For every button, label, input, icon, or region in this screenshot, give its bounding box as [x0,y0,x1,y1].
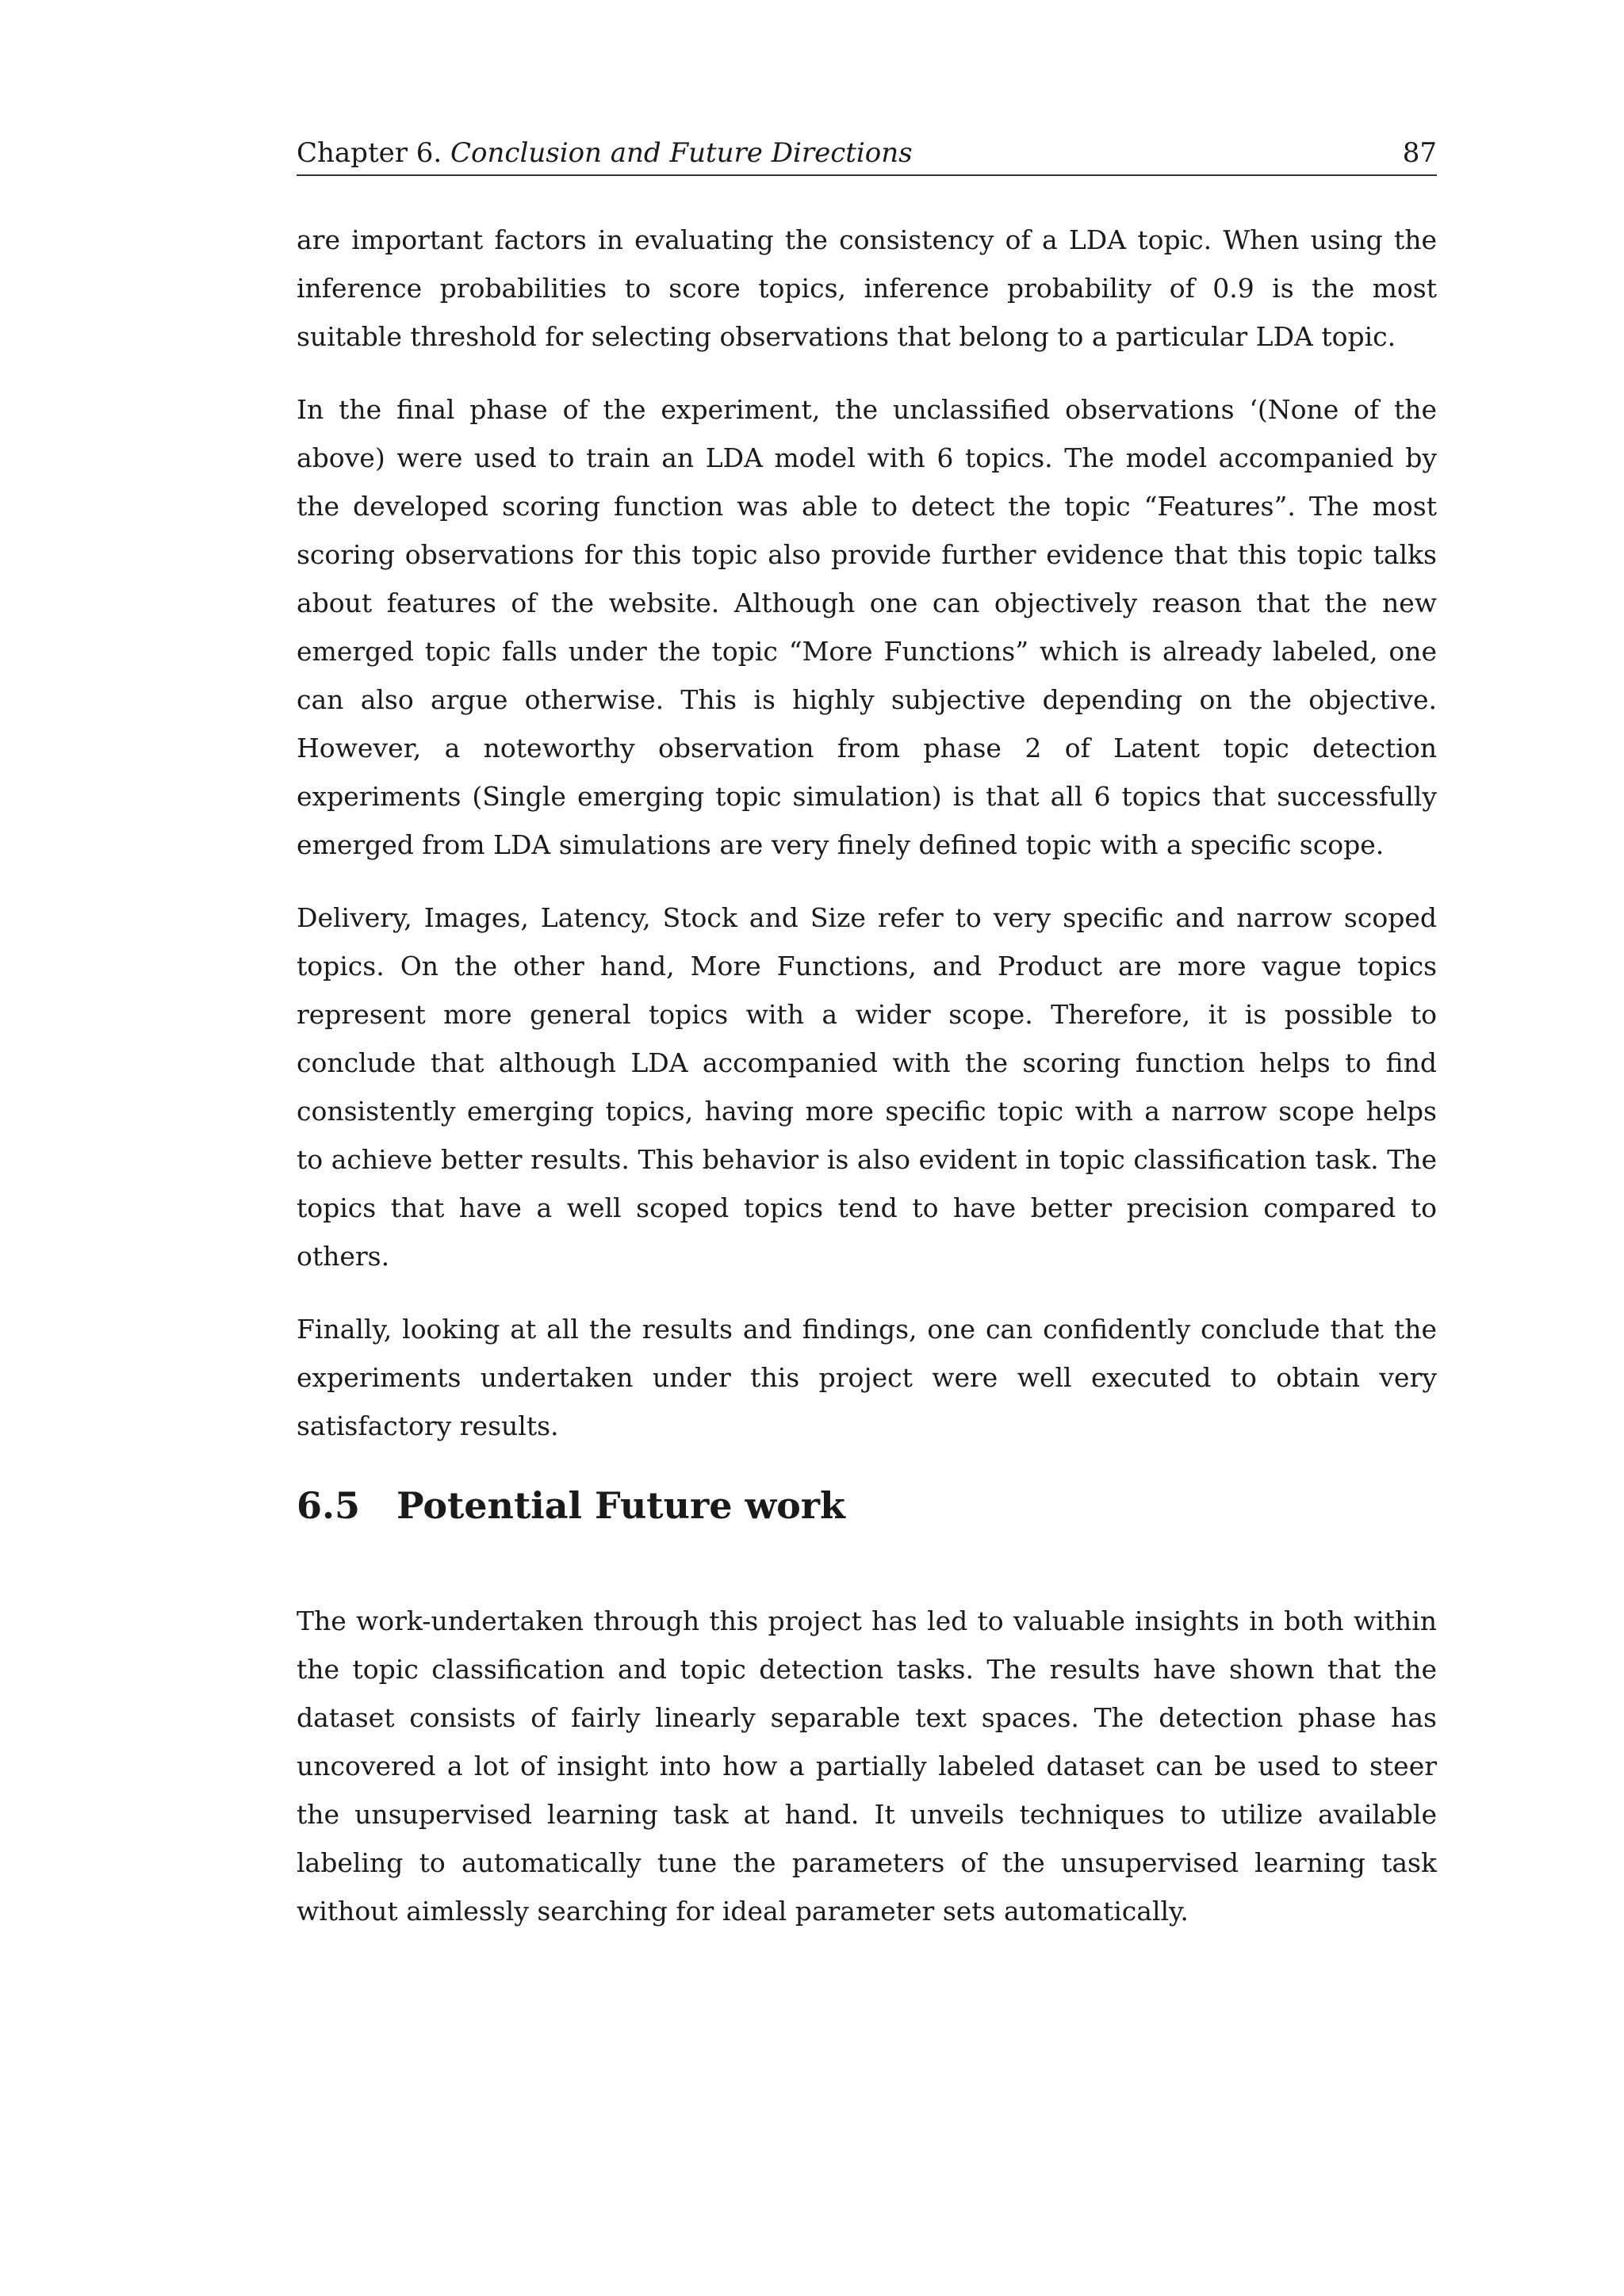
paragraph-conclusion: Finally, looking at all the results and findings, one can confidently conclude that the experiments undertaken under this project were well executed to obtain very satisfactory results. [297,1314,1437,1441]
chapter-title: Conclusion and Future Directions [450,137,913,169]
running-head [297,137,913,169]
section-body [297,1597,1437,1960]
section-heading [297,1484,845,1527]
paragraph-inference-threshold: are important factors in evaluating the consistency of a LDA topic. When using the inference probabilities to score topics, inference probability of 0.9 is the most suitable threshold for selecting observations that belong to a particular LDA topic. [297,224,1437,352]
body-text [297,216,1437,1475]
section-title: Potential Future work [396,1484,845,1527]
paragraph-topic-scope: Delivery, Images, Latency, Stock and Size refer to very specific and narrow scoped topics. On the other hand, More Functions, and Product are more vague topics represent more general topics with a wider scope. Therefore, it is possible to conclude that although LDA accompanied with the scoring function helps to find consistently emerging topics, having more specific topic with a narrow scope helps to achieve better results. This behavior is also evident in topic classification task. The topics that have a well scoped topics tend to have better precision compared to others. [297,902,1437,1272]
page-header [297,132,1437,176]
chapter-label: Chapter 6. [297,137,442,169]
paragraph-final-phase: In the final phase of the experiment, the unclassified observations ‘(None of the above) were used to train an LDA model with 6 topics. The model accompanied by the developed scoring function was able to detect the topic “Features”. The most scoring observations for this topic also provide further evidence that this topic talks about features of the website. Although one can objectively reason that the new emerged topic falls under the topic “More Functions” which is already labeled, one can also argue otherwise. This is highly subjective depending on the objective. However, a noteworthy observation from phase 2 of Latent topic detection experiments (Single emerging topic simulation) is that all 6 topics that successfully emerged from LDA simulations are very finely defined topic with a specific scope. [297,394,1437,860]
page-number: 87 [1402,137,1437,169]
section-number: 6.5 [297,1484,361,1527]
paragraph-future-work: The work-undertaken through this project has led to valuable insights in both within the topic classification and topic detection tasks. The results have shown that the dataset consists of fairly linearly separable text spaces. The detection phase has uncovered a lot of insight into how a partially labeled dataset can be used to steer the unsupervised learning task at hand. It unveils techniques to utilize available labeling to automatically tune the parameters of the unsupervised learning task without aimlessly searching for ideal parameter sets automatically. [297,1605,1437,1927]
